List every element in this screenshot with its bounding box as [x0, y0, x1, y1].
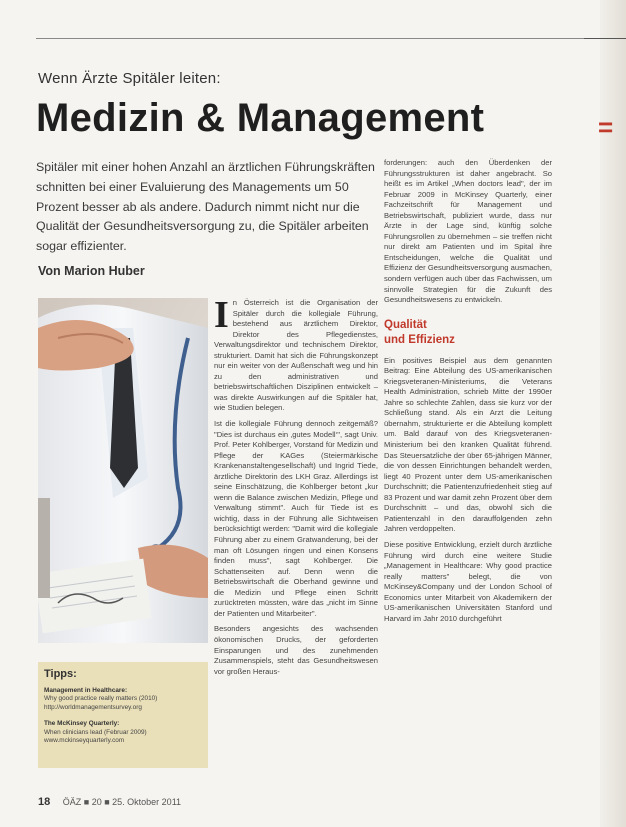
tip-description: When clinicians lead (Februar 2009) — [44, 728, 147, 736]
subheading — [384, 318, 552, 348]
tips-title: Tipps: — [44, 668, 77, 680]
issue-info: ÖÄZ ■ 20 ■ 25. Oktober 2011 — [62, 797, 182, 807]
body-paragraph — [214, 294, 378, 414]
doctor-photo — [38, 298, 208, 643]
body-paragraph: Besonders angesichts des wachsenden ökonomischen Drucks, der geforderten Einsparungen und des zunehmenden Zusammenspiels, steht das Gesundheitswesen vor großen Heraus- — [214, 624, 378, 676]
tips-box — [38, 662, 208, 768]
top-rule — [36, 38, 586, 39]
subheading-line: und Effizienz — [384, 333, 455, 346]
tip-description: Why good practice really matters (2010) — [44, 695, 158, 703]
headline: Medizin & Management — [36, 96, 485, 140]
tip-title: The McKinsey Quarterly: — [44, 720, 120, 728]
body-column-3 — [384, 158, 552, 629]
doctor-illustration — [38, 298, 208, 643]
body-column-2 — [214, 294, 378, 682]
headline-mark: = — [598, 112, 614, 142]
page-footer — [38, 796, 181, 808]
byline: Von Marion Huber — [38, 264, 145, 278]
dropcap: I — [214, 294, 229, 336]
tip-title: Management in Healthcare: — [44, 687, 128, 694]
kicker: Wenn Ärzte Spitäler leiten: — [38, 70, 221, 87]
body-paragraph: Diese positive Entwicklung, erzielt durch ärztliche Führung wird durch eine weitere Studie „Management in Healthcare: Why good practice really matters" belegt, die von McKinsey&Company und der London School of Economics unter Mitarbeit von Akademikern der US-amerikanischen Universitäten Stanford und Harvard im Jahr 2010 durchgeführt — [384, 539, 552, 623]
tip-link[interactable]: http://worldmanagementsurvey.org — [44, 703, 142, 711]
body-paragraph: forderungen: auch den Überdenken der Führungsstrukturen ist daher angebracht. So heißt es im Artikel „When doctors lead", der im Februar 2009 in McKinsey Quarterly, einer Fachzeitschrift für Management und Betriebswirtschaft, publiziert wurde, dass nur Ärzte in der Lage sind, künftig solche Führungsrollen zu übernehmen – sie treffen nicht nur direkt am Patienten und im Spital ihre Entscheidungen, welche die Qualität und Effizienz der Gesundheitsversorgung ausmachen, sondern verfügen auch über das Fachwissen, um sinnvolle Strategien für die Zukunft des Gesundheitswesens zu entwickeln. — [384, 158, 552, 305]
page-number: 18 — [38, 796, 51, 808]
lead-paragraph: Spitäler mit einer hohen Anzahl an ärztlichen Führungskräften schnitten bei einer Evaluierung des Managements um 50 Prozent besser ab als andere. Dadurch nimmt nicht nur die Qualität der Gesundheitsversorgung zu, die Spitäler arbeiten sogar effizienter. — [36, 160, 375, 254]
body-paragraph: Ein positives Beispiel aus dem genannten Beitrag: Eine Abteilung des US-amerikanischen Kriegsveteranen-Ministeriums, die Veterans Health Administration, schrieb Mitte der 1990er Jahre so schlechte Zahlen, dass sie kurz vor der Schließung stand. Als ein Arzt die Leitung übernahm, strukturierte er die Abteilung komplett um. Bald darauf von des Kriegsveteranen-Ministerium bei den kranken Qualität führend. Das Steuersatzliche der über 65-jährigen Männer, die von dessen Einrichtungen behandelt werden, liegt 40 Prozent unter dem US-amerikanischen Durchschnitt; die Patientenzufriedenheit stieg auf 83 Prozent und war damit zehn Prozent über dem Durchschnitt – und das, obwohl sich die Patientenzahl in den darauffolgenden zehn Jahren verdoppelten. — [384, 355, 552, 534]
top-rule-right — [584, 38, 626, 39]
tip-link[interactable]: www.mckinseyquarterly.com — [44, 737, 125, 745]
body-text: n Österreich ist die Organisation der Spitäler durch die kollegiale Führung, bestehend aus ärztlichem Direktor, Direktor des Pflegedienstes, Verwaltungsdirektor und technischem Direktor, strukturiert. Damit hat sich die Führungskonzept nur ein weiter von der Außenschaft weg und hin zu den administrativen und betriebswirtschaftlichen Disziplinen entwickelt – was direkte Auswirkungen auf die Spitäler hat, wie Studien belegen. — [214, 298, 378, 413]
tip-entry — [44, 687, 202, 712]
body-paragraph: Ist die kollegiale Führung dennoch zeitgemäß? "Dies ist durchaus ein ‚gutes Modell‘", sagt Univ. Prof. Peter Kohlberger, Vorstand für Medizin und Pflege der KAGes (Steiermärkische Krankenanstaltengesellschaft) und Ingrid Tiede, ärztliche Direktorin des LKH Graz. Allerdings ist seine Einschätzung, die Kohlberger betont „kur wenn die Balance zwischen Medizin, Pflege und Verwaltung stimmt". Auch für Tiede ist es wichtig, dass in der Führung alle Sichtweisen berücksichtigt werden: "Damit wird die kollegiale Führung aber zu einem Gratwanderung, bei der man oft Lösungen ringen und einen Konsens finden muss", sagt Kohlberger. Die Schattenseiten auf. Denn wenn die Betriebswirtschaft die Oberhand gewinne und die Medizin und Pflege einen Schritt zurücktreten müssten, wäre das „nicht im Sinne der Patienten und Mitarbeiter". — [214, 419, 378, 618]
tip-entry — [44, 720, 202, 745]
subheading-line: Qualität — [384, 318, 427, 331]
